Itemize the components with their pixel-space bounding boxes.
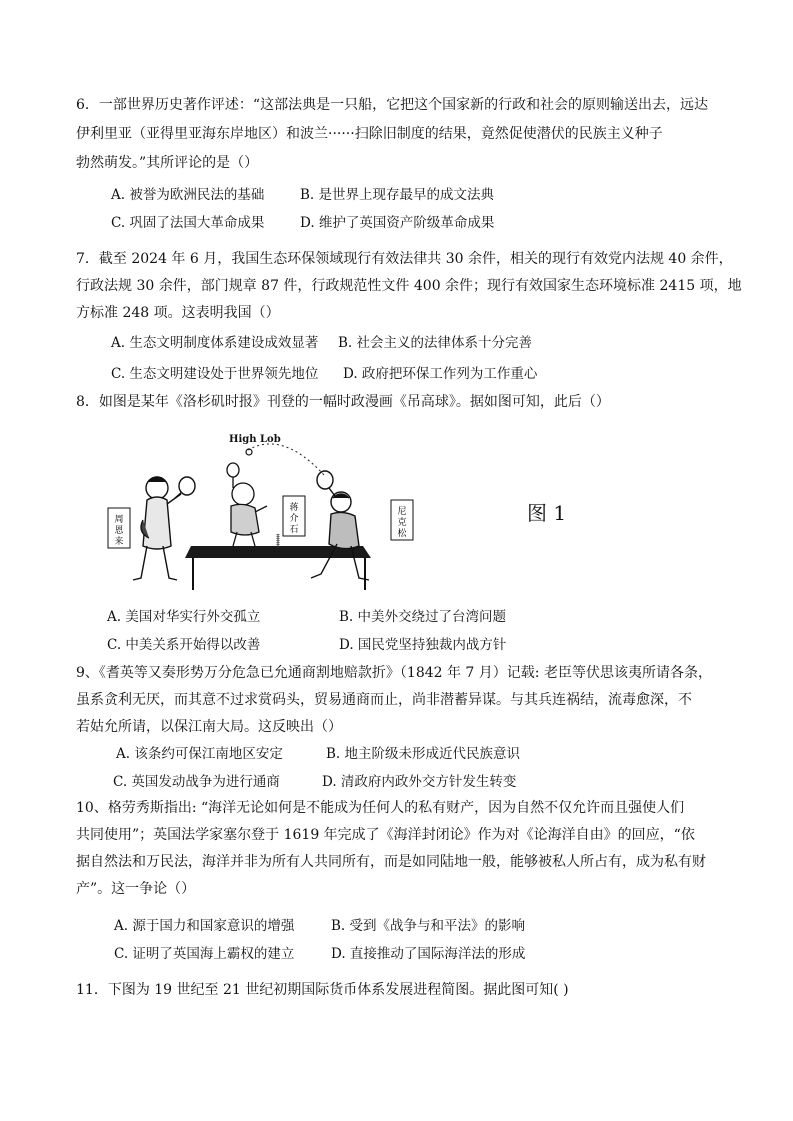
q6-stem-line-3: 勃然萌发。”其所评论的是（） [76,155,259,171]
q10-option-b[interactable]: B. 受到《战争与和平法》的影响 [331,918,526,934]
q9-option-c[interactable]: C. 英国发动战争为进行通商 [113,774,280,790]
q8-option-a[interactable]: A. 美国对华实行外交孤立 [107,609,261,625]
q10-option-d[interactable]: D. 直接推动了国际海洋法的形成 [331,946,526,962]
q9-option-b[interactable]: B. 地主阶级未形成近代民族意识 [326,746,521,762]
q10-stem-line-1: 10、格劳秀斯指出: “海洋无论如何是不能成为任何人的私有财产，因为自然不仅允许而且强使人们 [76,800,685,816]
ball-trajectory [248,444,325,476]
q6-option-b[interactable]: B. 是世界上现存最早的成文法典 [300,187,495,203]
left-label-text: 周恩来 [114,515,124,547]
cartoon-title: High Lob [229,434,281,445]
q7-stem-line-2: 行政法规 30 余件，部门规章 87 件，行政规范性文件 400 余件；现行有效国家生态环境标准 2415 项，地 [76,278,742,294]
political-cartoon-image [103,428,423,594]
q6-option-d[interactable]: D. 维护了英国资产阶级革命成果 [300,215,495,231]
q8-option-c[interactable]: C. 中美关系开始得以改善 [107,637,261,653]
q8-option-d[interactable]: D. 国民党坚持独裁内战方针 [339,637,507,653]
q6-option-a[interactable]: A. 被誉为欧洲民法的基础 [111,187,265,203]
q8-option-b[interactable]: B. 中美外交绕过了台湾问题 [339,609,507,625]
middle-label-text: 蒋介石 [289,503,299,535]
q9-stem-line-2: 虽系贪利无厌，而其意不过求赏码头，贸易通商而止，尚非潜蓄异谋。与其兵连祸结，流毒愈深，不 [76,692,692,708]
q7-option-c[interactable]: C. 生态文明建设处于世界领先地位 [111,366,319,382]
q7-option-d[interactable]: D. 政府把环保工作列为工作重心 [343,366,538,382]
q10-stem-line-4: 产”。这一争论（） [76,881,196,897]
q11-stem-line-1: 11．下图为 19 世纪至 21 世纪初期国际货币体系发展进程简图。据此图可知( ) [76,982,569,998]
figure-caption: 图 1 [527,501,567,525]
q7-option-a[interactable]: A. 生态文明制度体系建设成效显著 [111,335,319,351]
right-label-text: 尼克松 [397,507,407,539]
q7-option-b[interactable]: B. 社会主义的法律体系十分完善 [338,335,533,351]
q10-stem-line-2: 共同使用”；英国法学家塞尔登于 1619 年完成了《海洋封闭论》作为对《论海洋自由》的回应，“依 [76,827,695,843]
q7-stem-line-3: 方标准 248 项。这表明我国（） [76,305,280,321]
q6-stem-line-2: 伊利里亚（亚得里亚海东岸地区）和波兰······扫除旧制度的结果，竟然促使潜伏的民族主义种子 [76,126,663,142]
q7-stem-line-1: 7．截至 2024 年 6 月，我国生态环保领域现行有效法律共 30 余件，相关的现行有效党内法规 40 余件， [76,251,733,267]
q6-option-c[interactable]: C. 巩固了法国大革命成果 [111,215,265,231]
middle-player-figure [227,463,267,546]
q10-stem-line-3: 据自然法和万民法，海洋并非为所有人共同所有，而是如同陆地一般，能够被私人所占有，成为私有财 [76,854,706,870]
q9-stem-line-3: 若姑允所请，以保江南大局。这反映出（） [76,719,342,735]
q9-stem-line-1: 9、《耆英等又奏形势万分危急已允通商割地赔款折》（1842 年 7 月）记载: 老臣等伏思该夷所请各条， [76,665,712,681]
q9-option-a[interactable]: A. 该条约可保江南地区安定 [116,746,283,762]
q9-option-d[interactable]: D. 清政府内政外交方针发生转变 [322,774,517,790]
q6-stem-line-1: 6．一部世界历史著作评述：“这部法典是一只船，它把这个国家新的行政和社会的原则输送出去，远达 [76,97,709,113]
q8-stem-line-1: 8．如图是某年《洛杉矶时报》刊登的一幅时政漫画《吊高球》。据如图可知，此后（） [76,394,610,410]
left-player-figure [133,477,195,580]
right-player-figure [311,471,369,580]
q10-option-a[interactable]: A. 源于国力和国家意识的增强 [114,918,295,934]
q10-option-c[interactable]: C. 证明了英国海上霸权的建立 [114,946,295,962]
